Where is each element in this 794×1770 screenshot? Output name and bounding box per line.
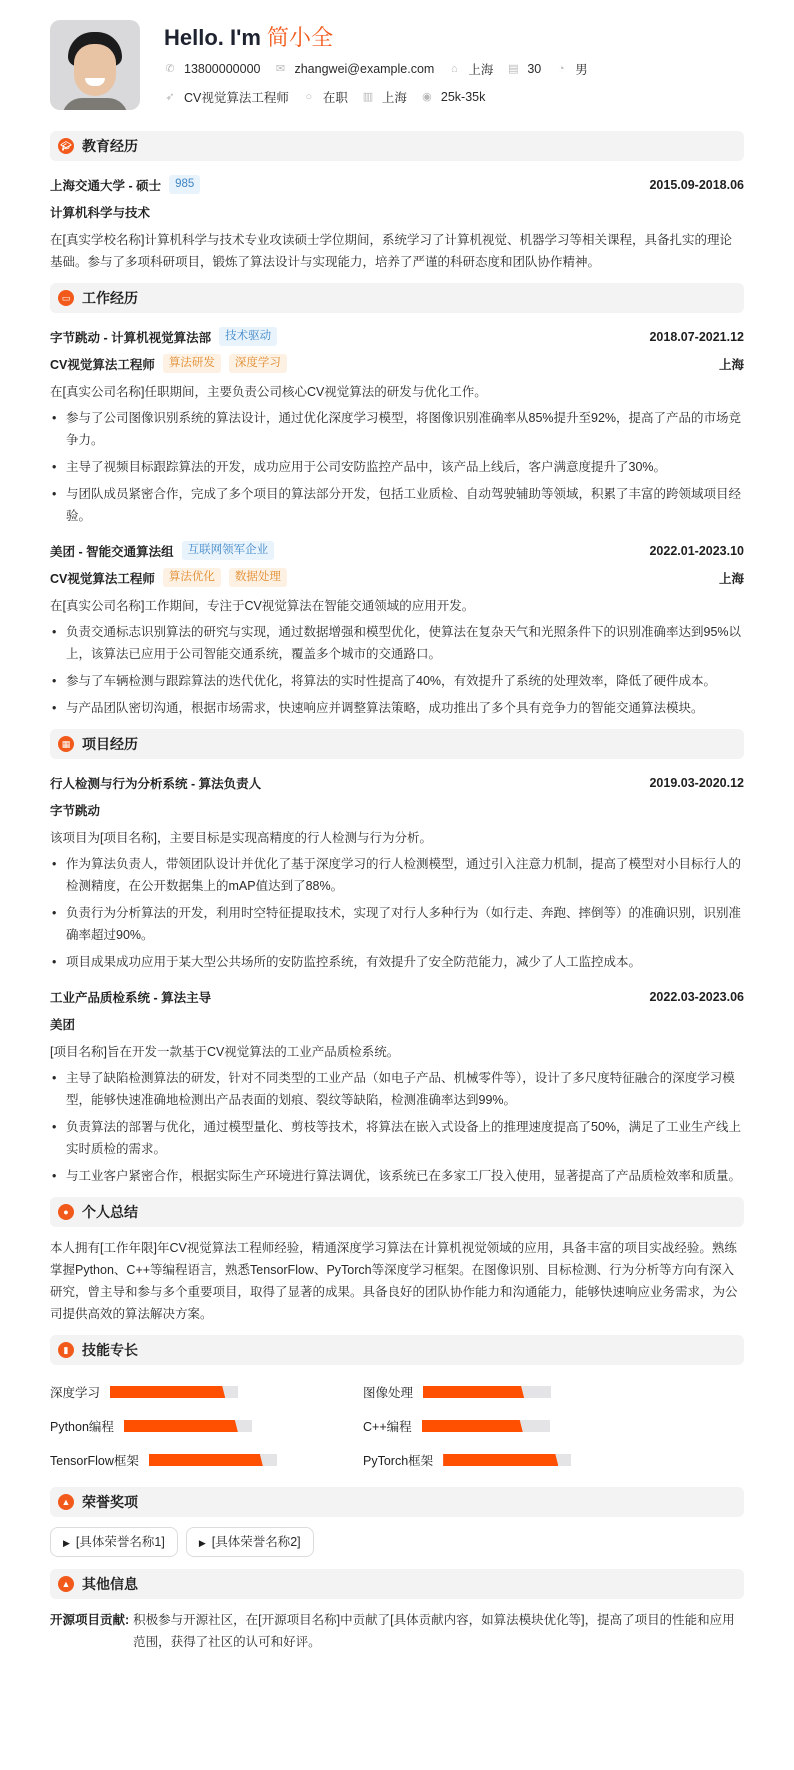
skill-label: C++编程: [363, 1420, 412, 1434]
school-tag: 985: [169, 175, 200, 194]
skill-item: [50, 1375, 363, 1409]
skill-item: [363, 1409, 676, 1443]
meta-item: [164, 88, 289, 106]
section-title: 项目经历: [82, 736, 138, 752]
section-title: 工作经历: [82, 290, 138, 306]
award-icon: ▲: [58, 1494, 74, 1510]
info-icon: ▲: [58, 1576, 74, 1592]
honor-label: [具体荣誉名称2]: [211, 1535, 301, 1549]
work-section: [50, 283, 744, 719]
work-location: 上海: [718, 571, 744, 586]
projects-section: [50, 729, 744, 1187]
meta-text: 30: [527, 62, 542, 76]
user-icon: ●: [58, 1204, 74, 1220]
work-date: 2018.07-2021.12: [649, 329, 744, 344]
honor-chip[interactable]: [186, 1527, 314, 1557]
avatar: [50, 20, 140, 110]
education-item: [50, 171, 744, 273]
play-triangle-icon: ▶: [63, 1538, 70, 1548]
role-tag: 算法优化: [163, 568, 221, 587]
skill-bar-fill: [110, 1386, 225, 1398]
skills-section: [50, 1335, 744, 1477]
project-description: [项目名称]旨在开发一款基于CV视觉算法的工业产品质检系统。: [50, 1045, 400, 1059]
other-key: 开源项目贡献:: [50, 1613, 130, 1627]
meta-item: [555, 60, 588, 78]
role-tag: 算法研发: [163, 354, 221, 373]
other-value: 积极参与开源社区，在[开源项目名称]中贡献了[具体贡献内容，如算法模块优化等]，提高了项目的性能和应用范围，获得了社区的认可和好评。: [133, 1613, 735, 1649]
work-bullets: [50, 621, 744, 719]
gender-icon: ◔: [557, 63, 565, 75]
skill-list: [50, 1375, 744, 1477]
skill-label: PyTorch框架: [363, 1454, 434, 1468]
skill-label: 图像处理: [363, 1386, 414, 1400]
section-title: 荣誉奖项: [82, 1494, 138, 1510]
meta-item: [507, 62, 541, 76]
company-tag: 技术驱动: [219, 327, 277, 346]
job-role: CV视觉算法工程师: [50, 357, 155, 372]
meta-item: [362, 88, 407, 106]
section-title: 技能专长: [82, 1342, 138, 1358]
meta-text: 25k-35k: [440, 90, 486, 104]
meta-text: 男: [575, 63, 588, 77]
company-tag: 互联网领军企业: [182, 541, 275, 560]
section-header: [50, 1487, 744, 1517]
company-name: 美团 - 智能交通算法组: [50, 544, 174, 559]
home-icon: ⌂: [451, 63, 458, 75]
meta-text: 上海: [468, 63, 494, 77]
education-section: [50, 131, 744, 273]
work-description: 在[真实公司名称]工作期间，专注于CV视觉算法在智能交通领域的应用开发。: [50, 599, 475, 613]
meta-item: [274, 62, 434, 76]
salary-icon: ◉: [422, 91, 432, 103]
building-icon: ▥: [362, 91, 374, 103]
project-item: [50, 983, 744, 1187]
phone-icon: ✆: [165, 63, 175, 75]
mail-icon: ✉: [275, 63, 286, 75]
skill-bar-track: [443, 1454, 571, 1466]
skill-bar-fill: [443, 1454, 558, 1466]
honor-chip[interactable]: [50, 1527, 178, 1557]
skill-label: 深度学习: [50, 1386, 101, 1400]
meta-text: zhangwei@example.com: [294, 62, 435, 76]
job-role: CV视觉算法工程师: [50, 571, 155, 586]
skill-bar-track: [124, 1420, 252, 1432]
bullet-item: • 主导了视频目标跟踪算法的开发，成功应用于公司安防监控产品中，该产品上线后，客户满意度提升了30%。: [50, 456, 744, 478]
skill-bar-fill: [124, 1420, 238, 1432]
honor-list: [50, 1527, 744, 1557]
section-header: [50, 1569, 744, 1599]
skill-item: [50, 1443, 363, 1477]
work-date: 2022.01-2023.10: [649, 543, 744, 558]
skill-bar-track: [423, 1386, 551, 1398]
major: 计算机科学与技术: [50, 205, 151, 220]
job-intent-row: [164, 84, 602, 110]
meta-item: [421, 90, 485, 104]
education-description: 在[真实学校名称]计算机科学与技术专业攻读硕士学位期间，系统学习了计算机视觉、机器学习等相关课程，具备扎实的理论基础。参与了多项科研项目，锻炼了算法设计与实现能力，培养了严谨的科研态度和团队协作精神。: [50, 233, 732, 269]
meta-text: 在职: [322, 91, 348, 105]
education-date: 2015.09-2018.06: [649, 177, 744, 192]
contact-row: [164, 56, 602, 82]
meta-item: [164, 62, 260, 76]
skill-bar-track: [149, 1454, 277, 1466]
meta-text: CV视觉算法工程师: [184, 91, 289, 105]
honor-label: [具体荣誉名称1]: [75, 1535, 165, 1549]
section-header: [50, 729, 744, 759]
bar-chart-icon: ▮: [58, 1342, 74, 1358]
school-name: 上海交通大学 - 硕士: [50, 178, 162, 193]
age-icon: ▤: [508, 63, 519, 75]
bullet-item: • 负责行为分析算法的开发，利用时空特征提取技术，实现了对行人多种行为（如行走、奔跑、摔倒等）的准确识别，识别准确率超过90%。: [50, 902, 744, 946]
skill-item: [363, 1443, 676, 1477]
bullet-item: • 项目成果成功应用于某大型公共场所的安防监控系统，有效提升了安全防范能力，减少了人工监控成本。: [50, 951, 744, 973]
work-description: 在[真实公司名称]任职期间，主要负责公司核心CV视觉算法的研发与优化工作。: [50, 385, 487, 399]
bullet-item: • 与团队成员紧密合作，完成了多个项目的算法部分开发，包括工业质检、自动驾驶辅助等领域，积累了丰富的跨领域项目经验。: [50, 483, 744, 527]
resume-header: [50, 20, 744, 125]
other-item: [50, 1609, 744, 1653]
skill-item: [50, 1409, 363, 1443]
project-company: 美团: [50, 1017, 76, 1032]
skill-bar-track: [110, 1386, 238, 1398]
meta-text: 13800000000: [184, 62, 261, 76]
section-header: [50, 1197, 744, 1227]
bullet-item: • 与工业客户紧密合作，根据实际生产环境进行算法调优，该系统已在多家工厂投入使用，显著提高了产品质检效率和质量。: [50, 1165, 744, 1187]
project-date: 2019.03-2020.12: [649, 775, 744, 790]
summary-section: [50, 1197, 744, 1325]
candidate-name: 简小全: [267, 25, 334, 50]
bullet-item: • 参与了公司图像识别系统的算法设计，通过优化深度学习模型，将图像识别准确率从85%提升至92%，提高了产品的市场竞争力。: [50, 407, 744, 451]
section-title: 个人总结: [82, 1204, 138, 1220]
work-bullets: [50, 407, 744, 527]
skill-label: TensorFlow框架: [50, 1454, 139, 1468]
project-company: 字节跳动: [50, 803, 101, 818]
project-name: 工业产品质检系统 - 算法主导: [50, 990, 212, 1005]
meta-item: [448, 60, 493, 78]
meta-item: [303, 88, 348, 106]
role-tag: 数据处理: [229, 568, 287, 587]
section-header: [50, 131, 744, 161]
bullet-item: • 主导了缺陷检测算法的研发，针对不同类型的工业产品（如电子产品、机械零件等），设计了多尺度特征融合的深度学习模型，能够快速准确地检测出产品表面的划痕、裂纹等缺陷，检测准确率达到99%。: [50, 1067, 744, 1111]
project-name: 行人检测与行为分析系统 - 算法负责人: [50, 776, 262, 791]
project-item: [50, 769, 744, 973]
bullet-item: • 参与了车辆检测与跟踪算法的迭代优化，将算法的实时性提高了40%，有效提升了系统的处理效率，降低了硬件成本。: [50, 670, 744, 692]
project-description: 该项目为[项目名称]，主要目标是实现高精度的行人检测与行为分析。: [50, 831, 432, 845]
graduation-cap-icon: 🎓︎: [58, 138, 74, 154]
work-location: 上海: [718, 357, 744, 372]
project-date: 2022.03-2023.06: [649, 989, 744, 1004]
page-title: [164, 22, 602, 54]
section-header: [50, 1335, 744, 1365]
skill-label: Python编程: [50, 1420, 114, 1434]
bullet-item: • 作为算法负责人，带领团队设计并优化了基于深度学习的行人检测模型，通过引入注意力机制，提高了模型对小目标行人的检测精度，在公开数据集上的mAP值达到了88%。: [50, 853, 744, 897]
skill-bar-track: [422, 1420, 550, 1432]
skill-bar-fill: [149, 1454, 263, 1466]
greeting-text: Hello. I'm: [164, 25, 268, 50]
briefcase-icon: ▭: [58, 290, 74, 306]
skill-bar-fill: [423, 1386, 524, 1398]
bullet-item: • 负责交通标志识别算法的研究与实现，通过数据增强和模型优化，使算法在复杂天气和光照条件下的识别准确率达到95%以上，该算法已应用于公司智能交通系统，覆盖多个城市的交通路口。: [50, 621, 744, 665]
section-title: 教育经历: [82, 138, 138, 154]
status-icon: ○: [305, 91, 313, 103]
meta-text: 上海: [381, 91, 407, 105]
skill-item: [363, 1375, 676, 1409]
send-icon: ➶: [165, 91, 175, 103]
honors-section: [50, 1487, 744, 1557]
other-section: [50, 1569, 744, 1653]
work-item: [50, 537, 744, 719]
project-bullets: [50, 853, 744, 973]
project-bullets: [50, 1067, 744, 1187]
skill-bar-fill: [422, 1420, 523, 1432]
summary-text: 本人拥有[工作年限]年CV视觉算法工程师经验，精通深度学习算法在计算机视觉领域的应用，具备丰富的项目实战经验。熟练掌握Python、C++等编程语言，熟悉TensorFlow、PyTorch等深度学习框架。在图像识别、目标检测、行为分析等方向有深入研究，曾主导和参与多个重要项目，取得了显著的成果。具备良好的团队协作能力和沟通能力，能够快速响应业务需求，为公司提供高效的算法解决方案。: [50, 1241, 738, 1321]
work-item: [50, 323, 744, 527]
company-name: 字节跳动 - 计算机视觉算法部: [50, 330, 212, 345]
play-triangle-icon: ▶: [198, 1538, 206, 1548]
section-header: [50, 283, 744, 313]
bullet-item: • 与产品团队密切沟通，根据市场需求，快速响应并调整算法策略，成功推出了多个具有竞争力的智能交通算法模块。: [50, 697, 744, 719]
bullet-item: • 负责算法的部署与优化，通过模型量化、剪枝等技术，将算法在嵌入式设备上的推理速度提高了50%，满足了工业生产线上实时质检的需求。: [50, 1116, 744, 1160]
role-tag: 深度学习: [229, 354, 287, 373]
section-title: 其他信息: [82, 1576, 138, 1592]
grid-icon: ▦: [58, 736, 74, 752]
